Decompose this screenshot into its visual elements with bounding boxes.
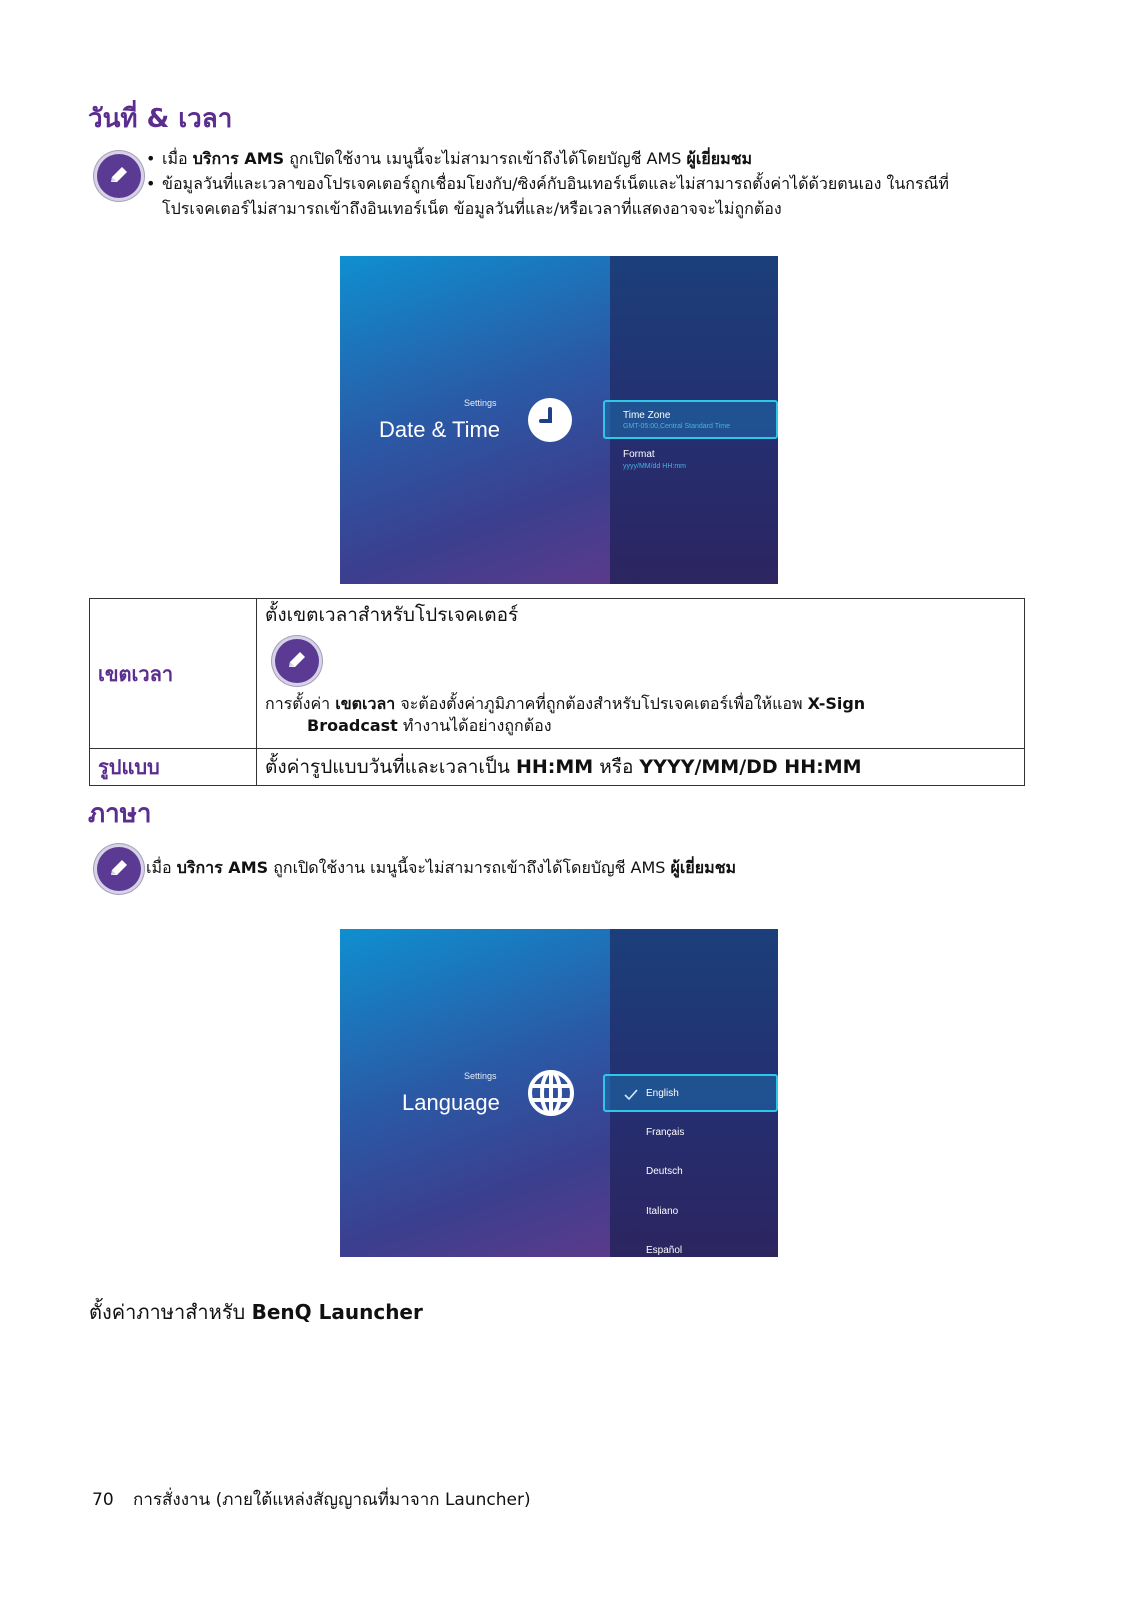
row-desc-format: ตั้งค่ารูปแบบวันที่และเวลาเป็น HH:MM หรือ YYYY/MM/DD HH:MM bbox=[257, 749, 1025, 786]
row-desc-timezone: ตั้งเขตเวลาสำหรับโปรเจคเตอร์ bbox=[265, 604, 519, 626]
settings-label: Settings bbox=[464, 398, 497, 408]
table-row-format bbox=[90, 749, 1025, 786]
screen-heading: Date & Time bbox=[379, 417, 501, 442]
pencil-note-icon bbox=[97, 847, 141, 891]
settings-table bbox=[89, 598, 1025, 786]
page-number: 70 bbox=[92, 1490, 114, 1510]
globe-icon bbox=[527, 1069, 575, 1117]
language-description: ตั้งค่าภาษาสำหรับ BenQ Launcher bbox=[89, 1300, 423, 1324]
pencil-note-icon bbox=[97, 154, 141, 198]
language-label-english: English bbox=[646, 1088, 679, 1099]
language-item-deutsch[interactable]: Deutsch bbox=[646, 1166, 683, 1177]
language-note: เมื่อ บริการ AMS ถูกเปิดใช้งาน เมนูนี้จะไม่สามารถเข้าถึงได้โดยบัญชี AMS ผู้เยี่ยมชม bbox=[146, 858, 737, 877]
page-footer bbox=[92, 1486, 531, 1513]
language-screenshot bbox=[340, 929, 778, 1257]
time-zone-value: GMT-05:00,Central Standard Time bbox=[623, 423, 730, 430]
format-value: yyyy/MM/dd HH:mm bbox=[623, 463, 686, 470]
settings-label: Settings bbox=[464, 1071, 497, 1081]
footer-text: การสั่งงาน (ภายใต้แหล่งสัญญาณที่มาจาก Launcher) bbox=[133, 1490, 531, 1510]
section-title-language: ภาษา bbox=[88, 799, 152, 829]
note-bullet-ams: • เมื่อ บริการ AMS ถูกเปิดใช้งาน เมนูนี้จะไม่สามารถเข้าถึงได้โดยบัญชี AMS ผู้เยี่ยมชม bbox=[146, 146, 1026, 171]
language-item-francais[interactable]: Français bbox=[646, 1127, 685, 1138]
pencil-note-icon bbox=[275, 639, 319, 683]
format-item[interactable] bbox=[603, 442, 778, 480]
row-head-format: รูปแบบ bbox=[98, 755, 160, 779]
format-label: Format bbox=[623, 449, 655, 460]
clock-icon bbox=[528, 398, 572, 442]
table-row-timezone bbox=[90, 599, 1025, 749]
time-zone-label: Time Zone bbox=[623, 410, 671, 421]
screen-heading: Language bbox=[402, 1090, 500, 1115]
datetime-notes bbox=[146, 146, 1026, 221]
section-title-datetime: วันที่ & เวลา bbox=[88, 104, 233, 134]
row-note-timezone: การตั้งค่า เขตเวลา จะต้องตั้งค่าภูมิภาคที่ถูกต้องสำหรับโปรเจคเตอร์เพื่อให้แอพ X-Sign Broadcast ทำงานได้อย่างถูกต้อง bbox=[265, 694, 866, 735]
datetime-screenshot bbox=[340, 256, 778, 584]
check-icon bbox=[624, 1086, 638, 1105]
row-head-timezone: เขตเวลา bbox=[98, 661, 174, 686]
language-item-espanol[interactable]: Español bbox=[646, 1245, 683, 1256]
language-item-italiano[interactable]: Italiano bbox=[646, 1206, 679, 1217]
note-bullet-sync: • ข้อมูลวันที่และเวลาของโปรเจคเตอร์ถูกเชื่อมโยงกับ/ซิงค์กับอินเทอร์เน็ตและไม่สามารถตั้งค่าได้ด้วยตนเอง ในกรณีที่โปรเจคเตอร์ไม่สามารถเข้าถึงอินเทอร์เน็ต ข้อมูลวันที่และ/หรือเวลาที่แสดงอาจจะไม่ถูกต้อง bbox=[146, 171, 1026, 221]
